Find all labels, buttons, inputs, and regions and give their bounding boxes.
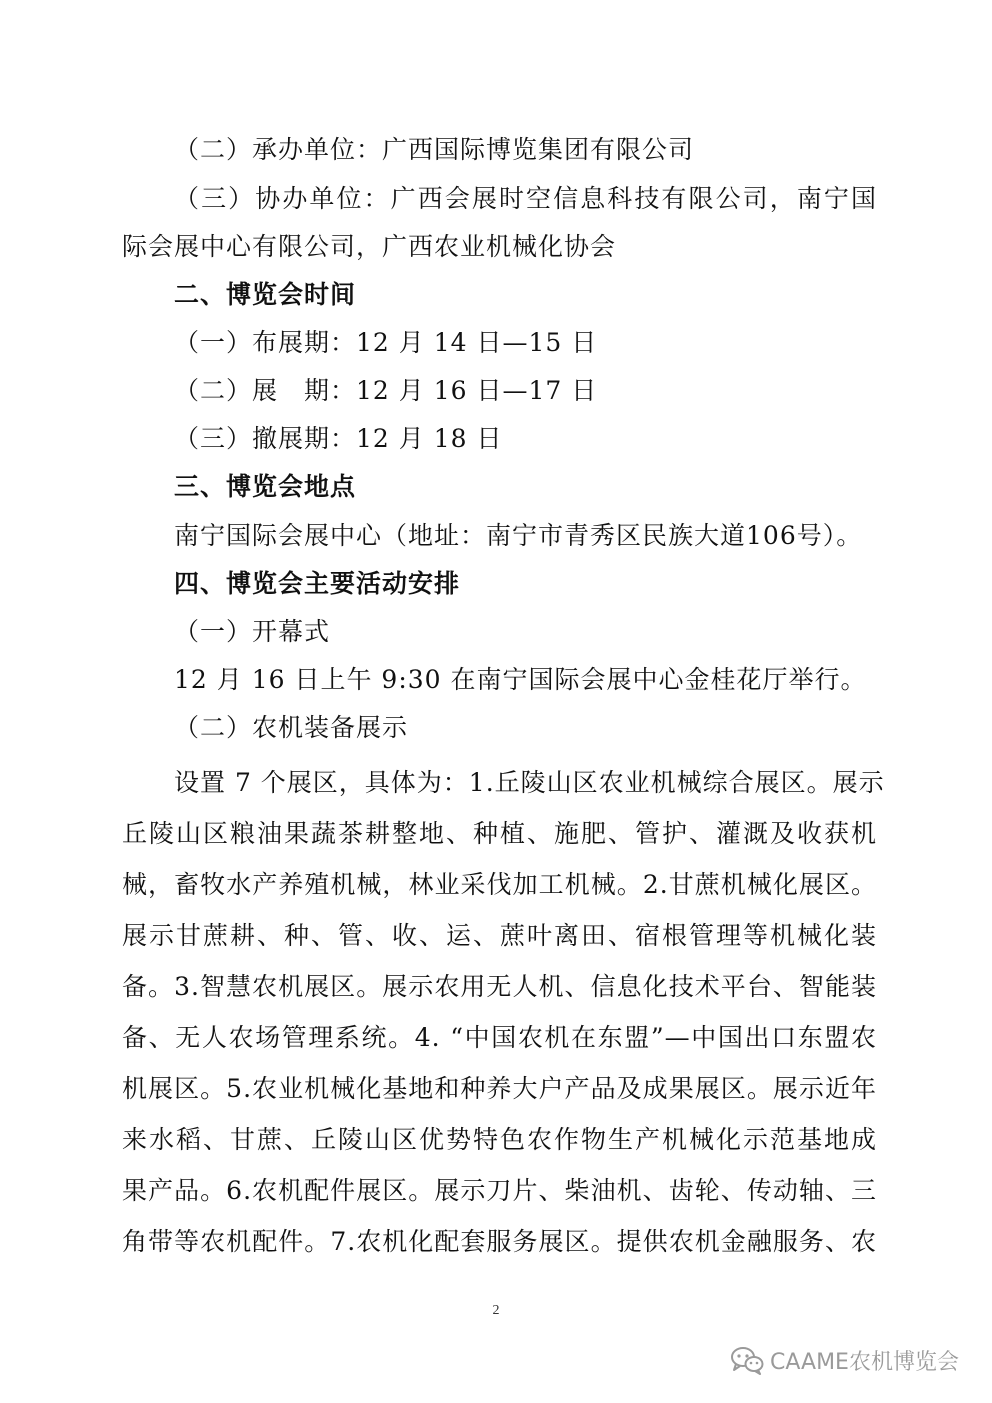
text-line: 备、无人农场管理系统。4. “中国农机在东盟”—中国出口东盟农 (122, 1023, 877, 1052)
text-line: （二）农机装备展示 (174, 713, 409, 742)
wechat-icon (730, 1345, 764, 1375)
watermark (730, 1340, 959, 1380)
text-line: 丘陵山区粮油果蔬茶耕整地、种植、施肥、管护、灌溉及收获机 (122, 819, 877, 848)
text-line: （一）布展期：12 月 14 日—15 日 (174, 328, 598, 357)
text-line: 来水稻、甘蔗、丘陵山区优势特色农作物生产机械化示范基地成 (122, 1125, 877, 1154)
watermark-text: CAAME农机博览会 (770, 1349, 959, 1375)
text-line: 南宁国际会展中心（地址：南宁市青秀区民族大道106号）。 (174, 521, 863, 550)
text-line: （二）承办单位：广西国际博览集团有限公司 (174, 135, 695, 164)
text-line: 果产品。6.农机配件展区。展示刀片、柴油机、齿轮、传动轴、三 (122, 1176, 877, 1205)
section-heading: 四、博览会主要活动安排 (174, 569, 461, 598)
text-line: （一）开幕式 (174, 617, 331, 646)
text-line: （三）协办单位：广西会展时空信息科技有限公司，南宁国 (174, 184, 877, 213)
text-line: 展示甘蔗耕、种、管、收、运、蔗叶离田、宿根管理等机械化装 (122, 921, 877, 950)
text-line: 角带等农机配件。7.农机化配套服务展区。提供农机金融服务、农 (122, 1227, 877, 1256)
text-line: 12 月 16 日上午 9:30 在南宁国际会展中心金桂花厅举行。 (174, 665, 867, 694)
text-line: 备。3.智慧农机展区。展示农用无人机、信息化技术平台、智能装 (122, 972, 877, 1001)
text-line: 际会展中心有限公司，广西农业机械化协会 (122, 232, 617, 261)
text-line: 机展区。5.农业机械化基地和种养大户产品及成果展区。展示近年 (122, 1074, 877, 1103)
section-heading: 三、博览会地点 (174, 472, 357, 501)
text-line: （二）展 期：12 月 16 日—17 日 (174, 376, 598, 405)
text-line: （三）撤展期：12 月 18 日 (174, 424, 503, 453)
text-line: 械，畜牧水产养殖机械，林业采伐加工机械。2.甘蔗机械化展区。 (122, 870, 877, 899)
text-line: 设置 7 个展区，具体为：1.丘陵山区农业机械综合展区。展示 (174, 768, 885, 797)
section-heading: 二、博览会时间 (174, 280, 357, 309)
page-number: 2 (492, 1303, 500, 1318)
